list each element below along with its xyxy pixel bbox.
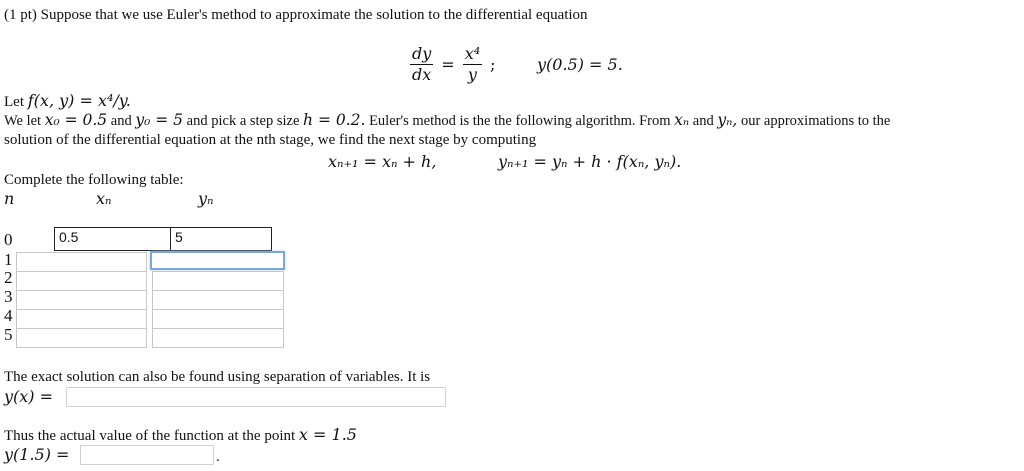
row-index-2: 2: [4, 268, 13, 287]
header-yn: yₙ: [198, 189, 214, 208]
h-equation: h = 0.2.: [303, 111, 366, 129]
exact-solution-input[interactable]: [66, 387, 446, 407]
evaluation-point: x = 1.5: [298, 425, 357, 444]
problem-intro: [4, 6, 588, 24]
actual-value-line: [4, 426, 357, 445]
ode-lhs-numerator: dy: [412, 43, 432, 63]
ode-rhs-fraction: [463, 44, 482, 85]
ode-rhs-denominator: y: [467, 64, 477, 84]
xn-symbol: xₙ: [674, 111, 690, 129]
ode-lhs-denominator: dx: [412, 64, 432, 84]
x3-input[interactable]: [16, 290, 147, 310]
row-index-1: 1: [4, 250, 13, 269]
f-definition: f(x, y) = x⁴/y.: [27, 91, 131, 110]
ode-lhs-fraction: [410, 44, 433, 85]
header-xn: xₙ: [96, 189, 112, 208]
and-text-2: and: [692, 113, 714, 129]
actual-value-text: Thus the actual value of the function at the point: [4, 428, 296, 444]
ode-rhs-numerator: x⁴: [464, 43, 481, 63]
let-text: Let: [4, 94, 24, 110]
exact-solution-text: The exact solution can also be found using separation of variables. It is: [4, 369, 431, 385]
actual-value-input[interactable]: [80, 445, 214, 465]
x0-cell: 0.5: [54, 227, 172, 251]
y2-input[interactable]: [152, 271, 284, 291]
row-index-4: 4: [4, 306, 13, 325]
x0-equation: x₀ = 0.5: [44, 111, 108, 129]
approximations-text: our approximations to the: [740, 113, 891, 129]
we-let-text: We let: [4, 113, 42, 129]
x4-input[interactable]: [16, 309, 147, 329]
y5-input[interactable]: [152, 328, 284, 348]
x1-input[interactable]: [16, 252, 147, 272]
actual-value-label: y(1.5) =: [4, 445, 70, 464]
ode-equals: =: [441, 54, 455, 74]
step-size-text: and pick a step size: [186, 113, 300, 129]
f-definition-line: [4, 92, 131, 111]
algorithm-line: [4, 111, 890, 130]
table-instruction: Complete the following table:: [4, 172, 184, 188]
actual-value-period: .: [216, 449, 220, 465]
ode-separator: ;: [490, 54, 496, 74]
x5-input[interactable]: [16, 328, 147, 348]
y0-cell: 5: [170, 227, 272, 251]
y0-equation: y₀ = 5: [135, 111, 184, 129]
row-index-0: 0: [4, 230, 13, 249]
row-index-5: 5: [4, 325, 13, 344]
initial-condition: y(0.5) = 5.: [537, 55, 623, 74]
euler-description: Euler's method is the the following algorithm. From: [369, 113, 671, 129]
and-text-1: and: [110, 113, 132, 129]
intro-text: Suppose that we use Euler's method to approximate the solution to the differential equation: [40, 7, 588, 23]
header-n: n: [4, 189, 15, 208]
ode-equation: [410, 38, 496, 90]
formula-x-update: xₙ₊₁ = xₙ + h,: [328, 152, 437, 171]
x2-input[interactable]: [16, 271, 147, 291]
yn-symbol: yₙ,: [717, 111, 738, 129]
y4-input[interactable]: [152, 309, 284, 329]
formula-y-update: yₙ₊₁ = yₙ + h · f(xₙ, yₙ).: [498, 152, 682, 171]
y1-input[interactable]: [150, 251, 285, 270]
stage-description: solution of the differential equation at the nth stage, we find the next stage by computing: [4, 132, 537, 148]
points-label: (1 pt): [4, 7, 37, 23]
row-index-3: 3: [4, 287, 13, 306]
exact-solution-label: y(x) =: [4, 387, 54, 406]
y3-input[interactable]: [152, 290, 284, 310]
